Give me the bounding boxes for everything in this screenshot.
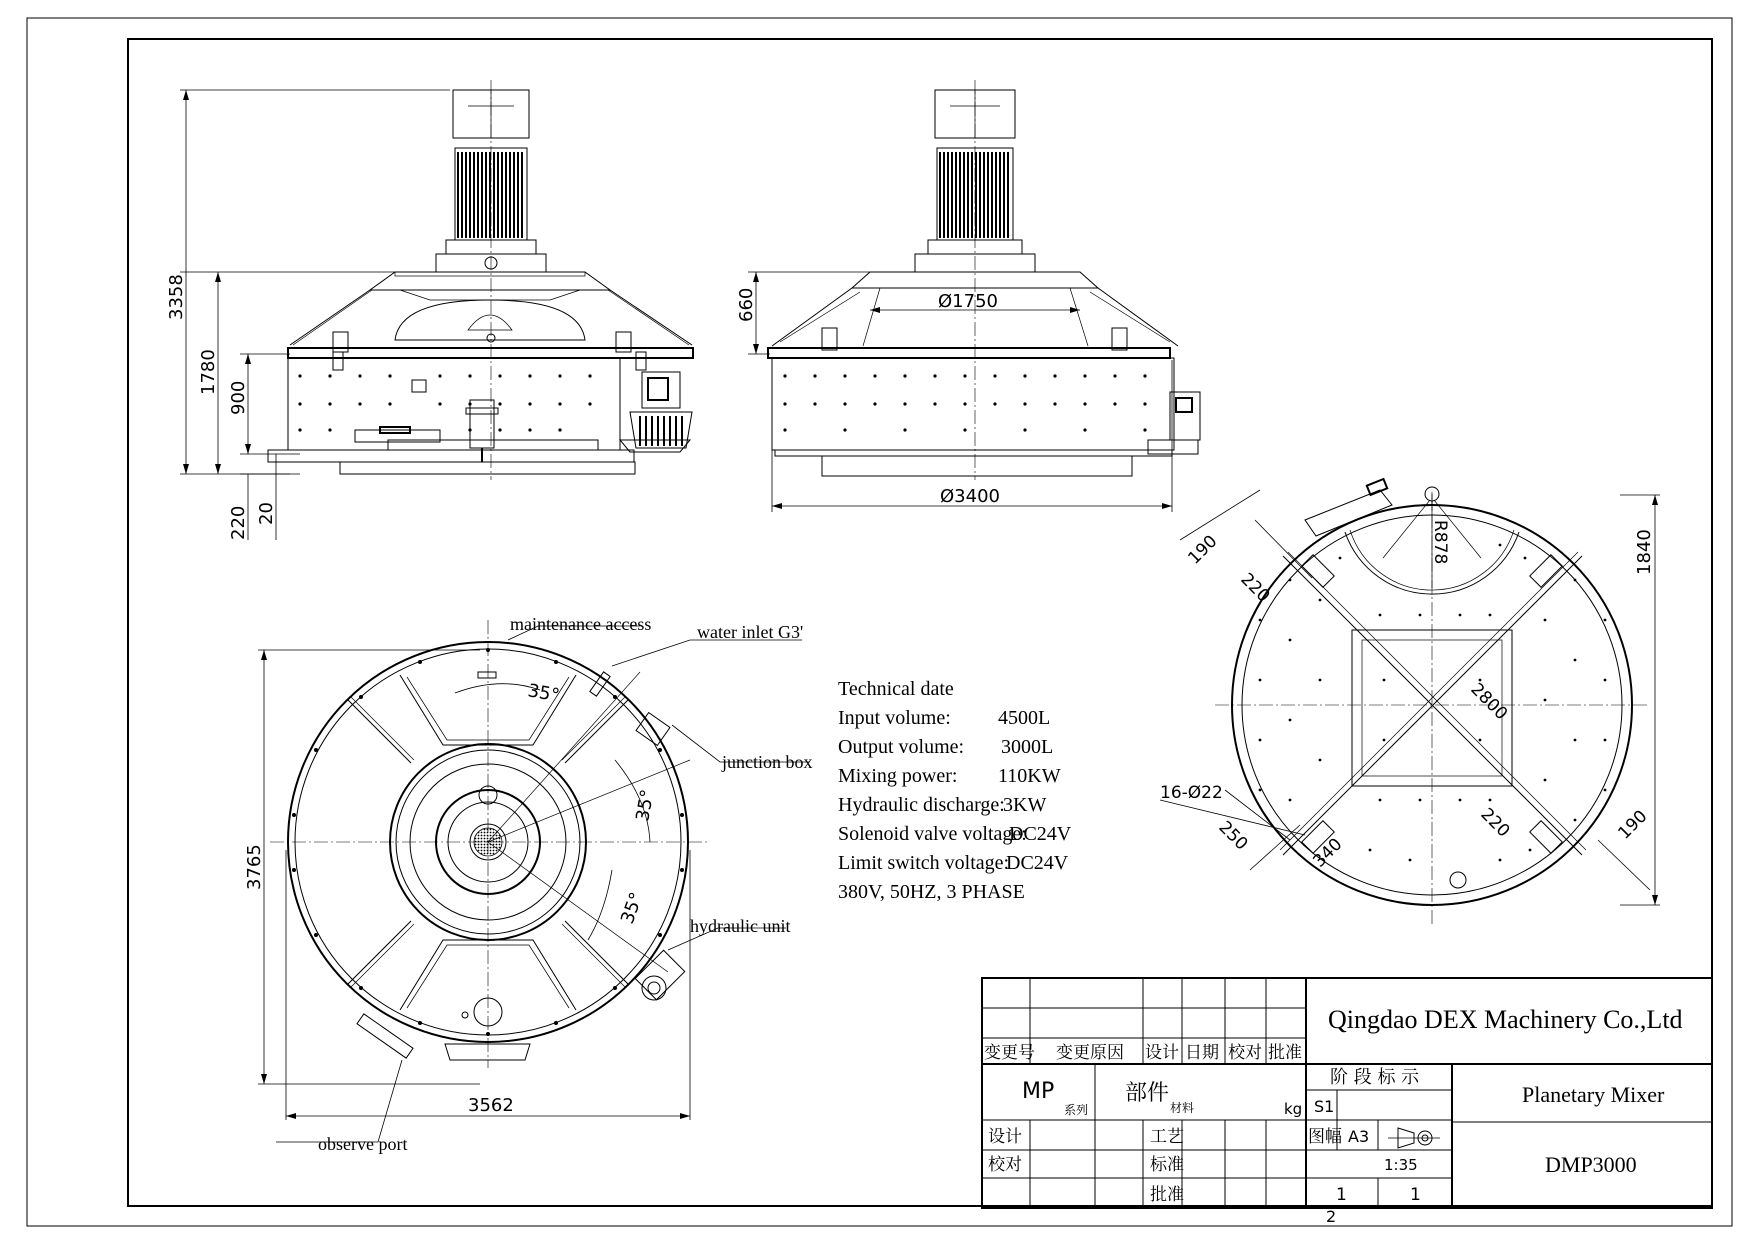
tech-value: 110KW [998, 765, 1061, 787]
dim-1840: 1840 [1634, 529, 1655, 575]
dim-3562: 3562 [468, 1095, 514, 1116]
dim-3358: 3358 [166, 274, 187, 320]
dim-900: 900 [228, 380, 249, 415]
dim-dia-1750: Ø1750 [938, 291, 998, 312]
tech-value: 3KW [1003, 794, 1047, 816]
callout-hydraulic-unit: hydraulic unit [690, 916, 791, 936]
company-name: Qingdao DEX Machinery Co.,Ltd [1328, 1005, 1683, 1034]
tb-approve2: 批准 [1150, 1185, 1184, 1205]
tech-label: Limit switch voltage: [838, 852, 1010, 874]
tb-date: 日期 [1185, 1043, 1219, 1063]
dim-190-bottom: 190 [1614, 806, 1652, 844]
tech-value: 3000L [1001, 736, 1054, 758]
tb-design: 设计 [1145, 1043, 1179, 1063]
tb-rev-no: 变更号 [984, 1043, 1035, 1063]
tb-approve: 批准 [1268, 1043, 1302, 1063]
tb-sheet-size: A3 [1348, 1127, 1370, 1146]
tb-stage: 阶 段 标 示 [1330, 1067, 1420, 1088]
dim-16-holes: 16-Ø22 [1160, 783, 1223, 803]
dim-220: 220 [228, 505, 249, 540]
model-number: DMP3000 [1545, 1152, 1637, 1177]
tb-stage-value: S1 [1314, 1097, 1335, 1116]
front-dimensions [166, 90, 450, 540]
tb-check2: 校对 [988, 1155, 1022, 1175]
callout-observe-port: observe port [318, 1134, 408, 1154]
dim-1780: 1780 [198, 349, 219, 395]
callout-maintenance-access: maintenance access [510, 614, 652, 634]
dim-340: 340 [1309, 834, 1347, 872]
product-name: Planetary Mixer [1522, 1082, 1665, 1107]
plan-callouts [318, 614, 813, 1154]
tech-label: Mixing power: [838, 765, 958, 787]
tech-label: Hydraulic discharge: [838, 794, 1005, 816]
tech-heading: Technical date [838, 678, 954, 700]
callout-water-inlet: water inlet G3' [697, 622, 804, 642]
dim-250: 250 [1214, 817, 1252, 855]
dim-3765: 3765 [244, 844, 265, 890]
motor-fins [458, 152, 522, 238]
tb-kg: kg [1284, 1100, 1303, 1118]
tb-sheet-a: 1 [1336, 1185, 1347, 1205]
tb-sheet-b: 1 [1410, 1185, 1421, 1205]
callout-junction-box: junction box [722, 752, 813, 772]
title-block [982, 978, 1712, 1226]
tech-value: DC24V [1006, 852, 1069, 874]
bottom-view [1160, 479, 1660, 925]
dim-2800: 2800 [1466, 679, 1512, 725]
tb-scale: 1:35 [1384, 1156, 1418, 1174]
tech-value: DC24V [1009, 823, 1072, 845]
tech-power-line: 380V, 50HZ, 3 PHASE [838, 881, 1025, 903]
dim-660: 660 [736, 287, 757, 322]
dim-r878: R878 [1430, 520, 1450, 565]
tech-value: 4500L [998, 707, 1051, 729]
tb-rev-reason: 变更原因 [1056, 1043, 1124, 1063]
technical-data [838, 678, 1072, 903]
tb-process: 工艺 [1150, 1127, 1184, 1147]
tb-material: 材料 [1170, 1101, 1195, 1115]
tb-part: 部件 [1125, 1081, 1170, 1106]
tech-label: Output volume: [838, 736, 965, 758]
tb-check: 校对 [1228, 1043, 1262, 1063]
dim-dia-3400: Ø3400 [940, 486, 1000, 507]
bottom-bolt-pattern [1259, 544, 1607, 862]
dim-220-top: 220 [1236, 569, 1274, 607]
tech-label: Input volume: [838, 707, 951, 729]
drum-bolts-side [783, 374, 1146, 431]
dim-190-top: 190 [1184, 531, 1222, 569]
tech-label: Solenoid valve voltage: [838, 823, 1027, 845]
dim-20: 20 [256, 502, 277, 525]
tb-series: 系列 [1064, 1103, 1089, 1117]
drum-bolts-front [298, 374, 591, 431]
front-elevation [268, 80, 693, 480]
tb-standard: 标准 [1150, 1155, 1184, 1175]
dim-220-bottom: 220 [1476, 804, 1514, 842]
angle-35-right: 35° [632, 787, 659, 823]
tb-design2: 设计 [988, 1127, 1022, 1147]
page-number: 2 [1326, 1207, 1337, 1226]
angle-35-top: 35° [526, 680, 562, 707]
tb-sheet-size-label: 图幅 [1308, 1127, 1342, 1147]
plan-view [244, 620, 810, 1142]
angle-35-lower: 35° [616, 889, 648, 927]
projection-symbol-icon [1388, 1128, 1440, 1148]
side-elevation [736, 80, 1200, 512]
tb-series-code: MP [1022, 1079, 1055, 1104]
outer-border [27, 18, 1732, 1226]
